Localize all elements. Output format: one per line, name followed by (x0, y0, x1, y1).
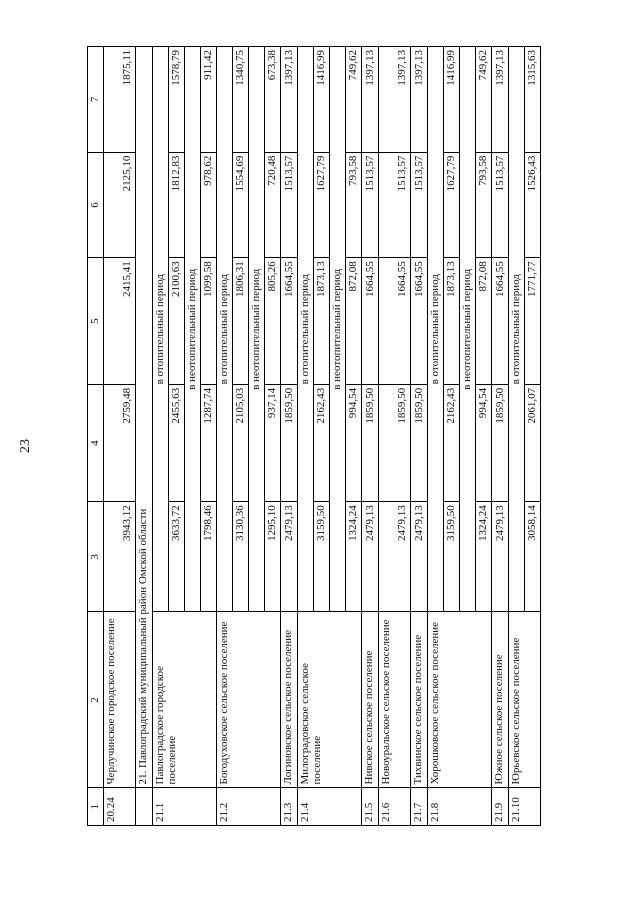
period-label: в отопительный период (216, 47, 232, 613)
period-label: в неотопительный период (329, 47, 345, 613)
section-title: 21. Павлоградский муниципальный район Омской области (135, 47, 152, 788)
table-row (410, 47, 427, 826)
row-code: 21.8 (427, 788, 491, 826)
value-cell: 2105,03 (232, 384, 248, 501)
row-code: 21.9 (491, 788, 508, 826)
value-cell: 1099,58 (200, 258, 216, 385)
value-cell: 1397,13 (280, 47, 297, 153)
value-cell: 2479,13 (378, 502, 410, 612)
value-cell: 1664,55 (410, 258, 427, 385)
value-cell: 1627,79 (443, 152, 459, 258)
value-cell: 2125,10 (103, 152, 135, 258)
value-cell: 1554,69 (232, 152, 248, 258)
period-label: в отопительный период (427, 47, 443, 613)
settlement-name: Нивское сельское поселение (361, 612, 378, 788)
table-row (508, 47, 524, 826)
table-row (216, 47, 232, 826)
value-cell: 1526,43 (524, 152, 540, 258)
value-cell: 673,38 (264, 47, 280, 153)
value-cell: 3633,72 (168, 502, 184, 612)
value-cell: 793,58 (475, 152, 491, 258)
table-row (297, 47, 313, 826)
table-row (378, 47, 410, 826)
value-cell: 2479,13 (491, 502, 508, 612)
value-cell: 1397,13 (491, 47, 508, 153)
value-cell: 3159,50 (443, 502, 459, 612)
settlement-name: Павлоградское городское поселение (152, 612, 216, 788)
value-cell: 872,08 (345, 258, 361, 385)
value-cell: 1873,13 (313, 258, 329, 385)
value-cell: 978,62 (200, 152, 216, 258)
value-cell: 2455,63 (168, 384, 184, 501)
value-cell: 1627,79 (313, 152, 329, 258)
value-cell: 1859,50 (280, 384, 297, 501)
value-cell: 911,42 (200, 47, 216, 153)
value-cell: 2162,43 (313, 384, 329, 501)
value-cell: 1315,63 (524, 47, 540, 153)
value-cell: 2061,07 (524, 384, 540, 501)
value-cell: 1295,10 (264, 502, 280, 612)
column-number-row (88, 47, 104, 826)
value-cell: 1798,46 (200, 502, 216, 612)
value-cell: 2479,13 (280, 502, 297, 612)
value-cell: 1873,13 (443, 258, 459, 385)
table-row (152, 47, 168, 826)
value-cell: 1859,50 (491, 384, 508, 501)
value-cell: 1340,75 (232, 47, 248, 153)
section-row (135, 47, 152, 826)
value-cell: 1812,83 (168, 152, 184, 258)
value-cell: 749,62 (475, 47, 491, 153)
column-number: 7 (88, 47, 104, 153)
value-cell: 1664,55 (361, 258, 378, 385)
value-cell: 1664,55 (378, 258, 410, 385)
column-number: 6 (88, 152, 104, 258)
value-cell: 2162,43 (443, 384, 459, 501)
value-cell: 749,62 (345, 47, 361, 153)
column-number: 3 (88, 502, 104, 612)
value-cell: 1513,57 (378, 152, 410, 258)
value-cell: 2415,41 (103, 258, 135, 385)
value-cell: 937,14 (264, 384, 280, 501)
table-row (103, 47, 135, 826)
value-cell: 805,26 (264, 258, 280, 385)
value-cell: 1859,50 (410, 384, 427, 501)
value-cell: 2100,63 (168, 258, 184, 385)
value-cell: 1513,57 (280, 152, 297, 258)
row-code: 21.4 (297, 788, 361, 826)
value-cell: 1806,31 (232, 258, 248, 385)
value-cell: 1397,13 (378, 47, 410, 153)
value-cell: 1664,55 (280, 258, 297, 385)
value-cell: 1578,79 (168, 47, 184, 153)
period-label: в отопительный период (297, 47, 313, 613)
value-cell: 1513,57 (491, 152, 508, 258)
value-cell: 872,08 (475, 258, 491, 385)
value-cell: 1859,50 (361, 384, 378, 501)
value-cell: 720,48 (264, 152, 280, 258)
tariff-table (87, 46, 541, 826)
value-cell: 1513,57 (410, 152, 427, 258)
value-cell: 1324,24 (475, 502, 491, 612)
value-cell: 994,54 (475, 384, 491, 501)
period-label: в отопительный период (508, 47, 524, 613)
period-label: в неотопительный период (248, 47, 264, 613)
page-number: 23 (18, 439, 33, 453)
column-number: 4 (88, 384, 104, 501)
settlement-name: Богодуховское сельское поселение (216, 612, 280, 788)
value-cell: 1416,99 (443, 47, 459, 153)
value-cell: 994,54 (345, 384, 361, 501)
row-code: 21.10 (508, 788, 540, 826)
row-code: 21.7 (410, 788, 427, 826)
settlement-name: Милоградовское сельское поселение (297, 612, 361, 788)
settlement-name: Южное сельское поселение (491, 612, 508, 788)
value-cell: 3130,36 (232, 502, 248, 612)
column-number: 5 (88, 258, 104, 385)
settlement-name: Тихвинское сельское поселение (410, 612, 427, 788)
value-cell: 793,58 (345, 152, 361, 258)
value-cell: 2759,48 (103, 384, 135, 501)
value-cell: 1513,57 (361, 152, 378, 258)
value-cell: 3058,14 (524, 502, 540, 612)
tariff-table-container (87, 46, 540, 826)
value-cell: 2479,13 (410, 502, 427, 612)
period-label: в отопительный период (152, 47, 168, 613)
row-code: 21.3 (280, 788, 297, 826)
table-row (280, 47, 297, 826)
row-code: 21.1 (152, 788, 216, 826)
settlement-name: Хорошковское сельское поселение (427, 612, 491, 788)
settlement-name: Черлучинское городское поселение (103, 612, 135, 788)
value-cell: 1287,74 (200, 384, 216, 501)
value-cell: 1324,24 (345, 502, 361, 612)
row-code: 21.5 (361, 788, 378, 826)
value-cell: 1859,50 (378, 384, 410, 501)
value-cell: 1397,13 (361, 47, 378, 153)
value-cell: 2479,13 (361, 502, 378, 612)
period-label: в неотопительный период (459, 47, 475, 613)
value-cell: 3943,12 (103, 502, 135, 612)
table-row (361, 47, 378, 826)
row-code: 21.6 (378, 788, 410, 826)
settlement-name: Логиновское сельское поселение (280, 612, 297, 788)
column-number: 2 (88, 612, 104, 788)
row-code (135, 788, 152, 826)
value-cell: 3159,50 (313, 502, 329, 612)
value-cell: 1875,11 (103, 47, 135, 153)
settlement-name: Юрьевское сельское поселение (508, 612, 540, 788)
value-cell: 1771,77 (524, 258, 540, 385)
settlement-name: Новоуральское сельское поселение (378, 612, 410, 788)
period-label: в неотопительный период (184, 47, 200, 613)
column-number: 1 (88, 788, 104, 826)
value-cell: 1397,13 (410, 47, 427, 153)
value-cell: 1664,55 (491, 258, 508, 385)
table-row (427, 47, 443, 826)
value-cell: 1416,99 (313, 47, 329, 153)
table-row (491, 47, 508, 826)
row-code: 21.2 (216, 788, 280, 826)
row-code: 20.24 (103, 788, 135, 826)
